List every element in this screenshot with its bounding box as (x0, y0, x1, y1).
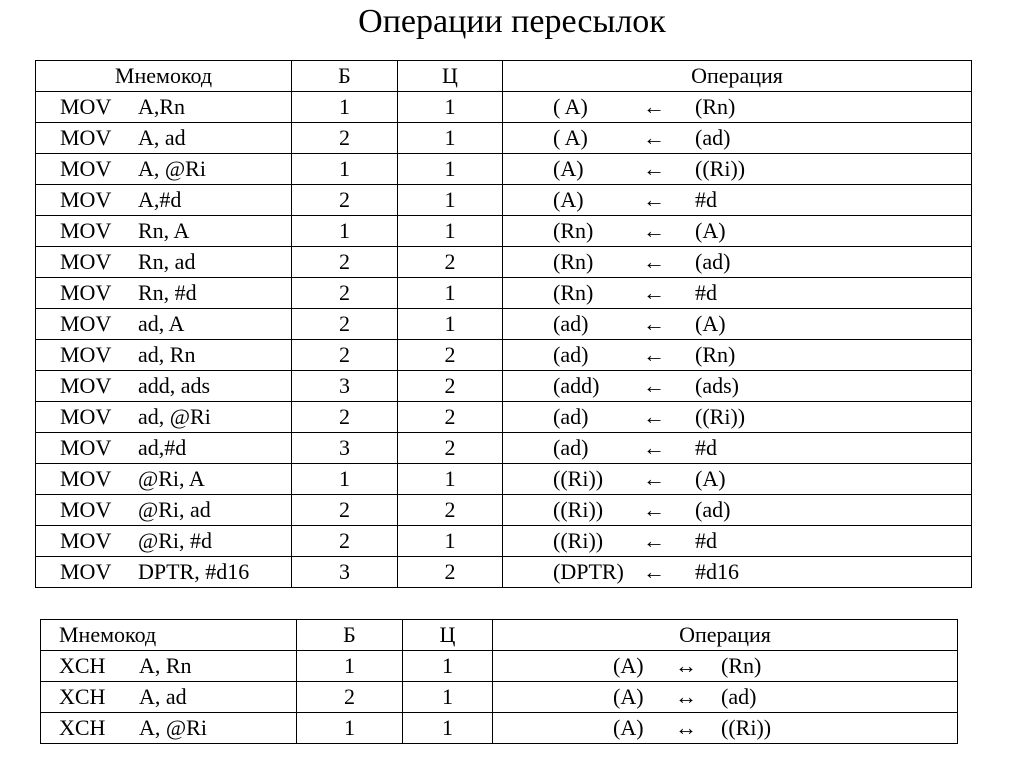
operation-destination: ( A) (553, 94, 588, 119)
opcode: XCH (59, 715, 106, 740)
operation-destination: (A) (553, 187, 584, 212)
arrow-icon: ← (643, 466, 665, 491)
table-row (41, 651, 958, 682)
operands: A,Rn (138, 94, 186, 119)
arrow-icon: ← (643, 280, 665, 305)
operands: DPTR, #d16 (138, 559, 250, 584)
operation-destination: (DPTR) (553, 559, 624, 584)
bytes-cell: 1 (292, 464, 398, 495)
operands: A, @Ri (139, 715, 207, 740)
cycles-cell: 1 (398, 185, 503, 216)
opcode: MOV (60, 528, 112, 553)
operands: A, ad (138, 125, 186, 150)
cycles-cell: 2 (398, 402, 503, 433)
mnemonic-cell (36, 92, 292, 123)
arrow-icon: ← (643, 94, 665, 119)
operation-source: (ad) (695, 497, 731, 522)
opcode: MOV (60, 497, 112, 522)
operation-source: ((Ri)) (695, 404, 746, 429)
operation-source: (Rn) (721, 653, 762, 678)
operation-source: ((Ri)) (695, 156, 746, 181)
operation-cell (503, 278, 972, 309)
operation-source: (Rn) (695, 94, 736, 119)
mnemonic-cell (36, 247, 292, 278)
operation-destination: (Rn) (553, 280, 594, 305)
operation-destination: (ad) (553, 311, 589, 336)
operands: Rn, #d (138, 280, 197, 305)
operands: Rn, ad (138, 249, 196, 274)
mnemonic-cell (36, 340, 292, 371)
cycles-cell: 1 (398, 216, 503, 247)
mnemonic-cell (36, 495, 292, 526)
mnemonic-cell (41, 651, 297, 682)
opcode: XCH (59, 684, 106, 709)
header-operation: Операция (493, 620, 958, 651)
operands: add, ads (138, 373, 211, 398)
opcode: MOV (60, 404, 112, 429)
cycles-cell: 2 (398, 247, 503, 278)
operands: ad, @Ri (138, 404, 211, 429)
opcode: MOV (60, 373, 112, 398)
cycles-cell: 1 (398, 92, 503, 123)
table-row (36, 464, 972, 495)
operation-cell (503, 371, 972, 402)
mnemonic-cell (36, 402, 292, 433)
mnemonic-cell (36, 216, 292, 247)
cycles-cell: 2 (398, 433, 503, 464)
table-row (36, 123, 972, 154)
operation-source: (A) (695, 466, 726, 491)
table-row (36, 216, 972, 247)
operation-destination: ( A) (553, 125, 588, 150)
mnemonic-cell (36, 123, 292, 154)
operation-cell (503, 185, 972, 216)
operation-source: #d (695, 280, 717, 305)
operation-destination: (Rn) (553, 249, 594, 274)
opcode: MOV (60, 466, 112, 491)
operation-destination: (A) (613, 715, 644, 740)
mnemonic-cell (41, 713, 297, 744)
arrow-icon: ↔ (675, 715, 697, 740)
operation-cell (493, 713, 958, 744)
operands: Rn, A (138, 218, 190, 243)
operation-source: #d16 (695, 559, 739, 584)
header-cycles: Ц (398, 61, 503, 92)
operation-source: (Rn) (695, 342, 736, 367)
cycles-cell: 2 (398, 340, 503, 371)
cycles-cell: 1 (403, 713, 493, 744)
table-row (41, 713, 958, 744)
header-mnemonic: Мнемокод (41, 620, 297, 651)
arrow-icon: ↔ (675, 653, 697, 678)
cycles-cell: 1 (398, 464, 503, 495)
operation-source: (A) (695, 311, 726, 336)
mnemonic-cell (36, 185, 292, 216)
opcode: MOV (60, 187, 112, 212)
mov-operations-table (35, 60, 972, 588)
operands: ad, A (138, 311, 185, 336)
cycles-cell: 1 (398, 278, 503, 309)
opcode: MOV (60, 559, 112, 584)
operation-cell (503, 92, 972, 123)
bytes-cell: 1 (292, 92, 398, 123)
operation-destination: ((Ri)) (553, 466, 604, 491)
opcode: MOV (60, 249, 112, 274)
arrow-icon: ← (643, 249, 665, 274)
mnemonic-cell (36, 371, 292, 402)
table-row (36, 526, 972, 557)
operation-destination: ((Ri)) (553, 497, 604, 522)
operation-cell (503, 309, 972, 340)
bytes-cell: 3 (292, 433, 398, 464)
table-row (36, 247, 972, 278)
opcode: MOV (60, 311, 112, 336)
cycles-cell: 1 (398, 154, 503, 185)
operation-source: #d (695, 187, 717, 212)
arrow-icon: ← (643, 342, 665, 367)
table-row (36, 402, 972, 433)
bytes-cell: 3 (292, 371, 398, 402)
operation-source: (ads) (695, 373, 739, 398)
table-row (36, 557, 972, 588)
bytes-cell: 2 (292, 247, 398, 278)
operation-cell (503, 526, 972, 557)
opcode: MOV (60, 342, 112, 367)
table-row (41, 682, 958, 713)
header-mnemonic: Мнемокод (36, 61, 292, 92)
operands: ad,#d (138, 435, 187, 460)
bytes-cell: 2 (292, 123, 398, 154)
operands: A, @Ri (138, 156, 206, 181)
operands: @Ri, ad (138, 497, 211, 522)
operation-destination: (A) (613, 684, 644, 709)
operation-destination: (A) (613, 653, 644, 678)
bytes-cell: 1 (292, 154, 398, 185)
operation-cell (503, 495, 972, 526)
operands: ad, Rn (138, 342, 196, 367)
arrow-icon: ← (643, 435, 665, 460)
arrow-icon: ↔ (675, 684, 697, 709)
operation-destination: (add) (553, 373, 600, 398)
operation-cell (503, 340, 972, 371)
opcode: MOV (60, 280, 112, 305)
bytes-cell: 2 (292, 402, 398, 433)
header-cycles: Ц (403, 620, 493, 651)
bytes-cell: 1 (297, 713, 403, 744)
operation-cell (493, 682, 958, 713)
operation-source: ((Ri)) (721, 715, 772, 740)
cycles-cell: 1 (398, 309, 503, 340)
arrow-icon: ← (643, 497, 665, 522)
arrow-icon: ← (643, 218, 665, 243)
header-operation: Операция (503, 61, 972, 92)
mnemonic-cell (36, 433, 292, 464)
mnemonic-cell (36, 309, 292, 340)
arrow-icon: ← (643, 187, 665, 212)
operands: A,#d (138, 187, 182, 212)
opcode: MOV (60, 156, 112, 181)
cycles-cell: 2 (398, 557, 503, 588)
opcode: MOV (60, 218, 112, 243)
operation-destination: (ad) (553, 435, 589, 460)
bytes-cell: 2 (292, 495, 398, 526)
opcode: MOV (60, 125, 112, 150)
header-bytes: Б (292, 61, 398, 92)
cycles-cell: 1 (398, 526, 503, 557)
table-row (36, 309, 972, 340)
operation-destination: (ad) (553, 342, 589, 367)
arrow-icon: ← (643, 125, 665, 150)
header-bytes: Б (297, 620, 403, 651)
bytes-cell: 2 (292, 185, 398, 216)
operation-cell (503, 123, 972, 154)
bytes-cell: 2 (297, 682, 403, 713)
table-header-row (36, 61, 972, 92)
table-row (36, 495, 972, 526)
table-row (36, 340, 972, 371)
operation-destination: (ad) (553, 404, 589, 429)
bytes-cell: 2 (292, 278, 398, 309)
arrow-icon: ← (643, 156, 665, 181)
table-row (36, 185, 972, 216)
arrow-icon: ← (643, 404, 665, 429)
operation-source: (A) (695, 218, 726, 243)
operation-cell (503, 216, 972, 247)
mnemonic-cell (36, 154, 292, 185)
operation-cell (503, 402, 972, 433)
opcode: MOV (60, 435, 112, 460)
operation-cell (503, 247, 972, 278)
operation-destination: ((Ri)) (553, 528, 604, 553)
operands: A, Rn (139, 653, 192, 678)
bytes-cell: 2 (292, 309, 398, 340)
operands: @Ri, #d (138, 528, 213, 553)
cycles-cell: 1 (403, 682, 493, 713)
operation-destination: (Rn) (553, 218, 594, 243)
mnemonic-cell (36, 278, 292, 309)
opcode: MOV (60, 94, 112, 119)
mnemonic-cell (41, 682, 297, 713)
operation-cell (493, 651, 958, 682)
operation-cell (503, 154, 972, 185)
table-row (36, 433, 972, 464)
operation-source: #d (695, 435, 717, 460)
bytes-cell: 2 (292, 526, 398, 557)
xch-operations-table (40, 619, 958, 744)
arrow-icon: ← (643, 311, 665, 336)
operation-source: (ad) (695, 249, 731, 274)
table-row (36, 371, 972, 402)
mnemonic-cell (36, 464, 292, 495)
mnemonic-cell (36, 557, 292, 588)
operation-destination: (A) (553, 156, 584, 181)
operands: A, ad (139, 684, 187, 709)
cycles-cell: 2 (398, 371, 503, 402)
bytes-cell: 2 (292, 340, 398, 371)
operation-source: (ad) (721, 684, 757, 709)
page-title: Операции пересылок (358, 3, 666, 40)
arrow-icon: ← (643, 559, 665, 584)
cycles-cell: 2 (398, 495, 503, 526)
table-header-row (41, 620, 958, 651)
cycles-cell: 1 (403, 651, 493, 682)
operation-source: (ad) (695, 125, 731, 150)
bytes-cell: 3 (292, 557, 398, 588)
arrow-icon: ← (643, 373, 665, 398)
mnemonic-cell (36, 526, 292, 557)
arrow-icon: ← (643, 528, 665, 553)
opcode: XCH (59, 653, 106, 678)
operands: @Ri, A (138, 466, 205, 491)
operation-cell (503, 433, 972, 464)
table-row (36, 92, 972, 123)
table-row (36, 154, 972, 185)
bytes-cell: 1 (292, 216, 398, 247)
cycles-cell: 1 (398, 123, 503, 154)
operation-cell (503, 557, 972, 588)
operation-source: #d (695, 528, 717, 553)
table-row (36, 278, 972, 309)
operation-cell (503, 464, 972, 495)
bytes-cell: 1 (297, 651, 403, 682)
